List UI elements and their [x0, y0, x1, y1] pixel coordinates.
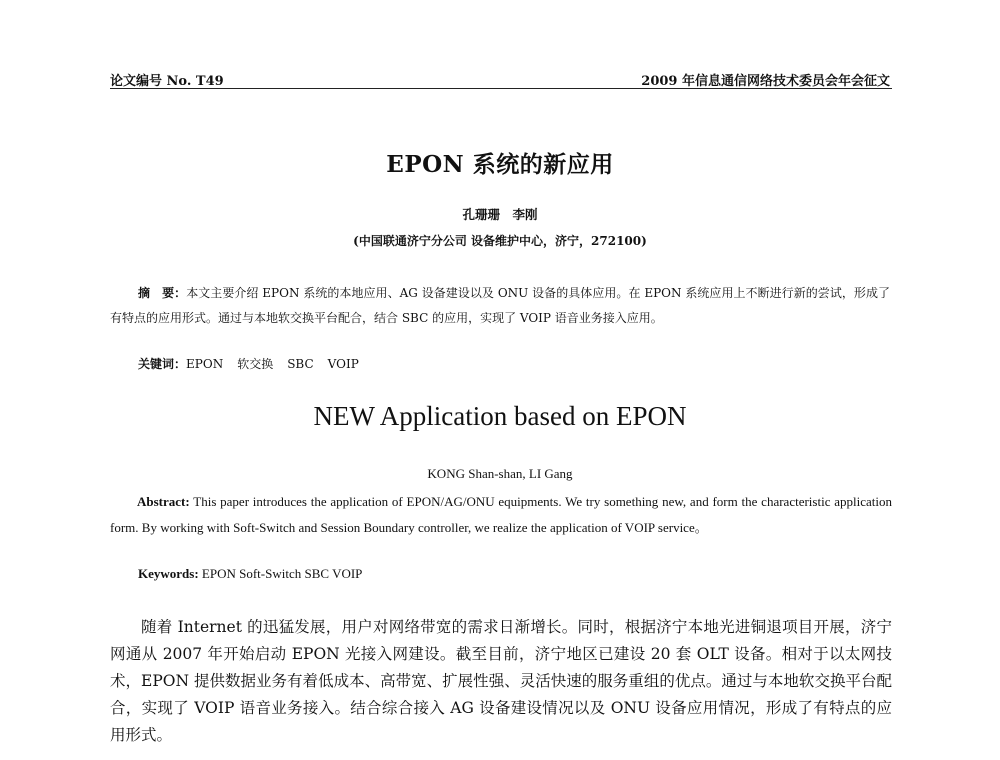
abstract-english-label: Abstract: — [137, 494, 190, 509]
abstract-chinese-text: 本文主要介绍 EPON 系统的本地应用、AG 设备建设以及 ONU 设备的具体应用。在 EPON 系统应用上不断进行新的尝试，形成了有特点的应用形式。通过与本地软交换平台配合，结合 SBC 的应用，实现了 VOIP 语音业务接入应用。 — [110, 286, 890, 325]
keywords-chinese-label: 关键词： — [138, 357, 187, 371]
page-header — [110, 68, 890, 90]
affiliation-chinese: (中国联通济宁分公司 设备维护中心，济宁，272100) — [353, 234, 647, 248]
title-chinese: EPON 系统的新应用 — [386, 151, 614, 178]
keyword: SBC — [287, 357, 314, 371]
keyword: EPON — [186, 357, 224, 371]
keywords-chinese — [138, 355, 373, 372]
abstract-chinese — [110, 281, 890, 331]
keywords-english-label: Keywords: — [138, 566, 199, 581]
body-text — [110, 614, 892, 749]
authors-chinese: 孔珊珊 李刚 — [462, 207, 538, 222]
header-rule — [110, 88, 892, 89]
keyword: 软交换 — [237, 357, 274, 371]
authors-english: KONG Shan-shan, LI Gang — [427, 466, 573, 481]
abstract-chinese-label: 摘 要： — [138, 286, 187, 300]
title-english: NEW Application based on EPON — [313, 401, 687, 431]
abstract-english — [110, 489, 892, 540]
body-paragraph: 随着 Internet 的迅猛发展，用户对网络带宽的需求日渐增长。同时，根据济宁本地光进铜退项目开展，济宁网通从 2007 年开始启动 EPON 光接入网建设。截至目前，济宁地区已建设 20 套 OLT 设备。相对于以太网技术，EPON 提供数据业务有着低成本、高带宽、扩展性强、灵活快速的服务重组的优点。通过与本地软交换平台配合，实现了 VOIP 语音业务接入。结合综合接入 AG 设备建设情况以及 ONU 设备应用情况，形成了有特点的应用形式。 — [110, 618, 892, 744]
keywords-english-text: EPON Soft-Switch SBC VOIP — [198, 566, 363, 581]
abstract-english-text: This paper introduces the application of EPON/AG/ONU equipments. We try something new, and form the characteristic application form. By working with Soft-Switch and Session Boundary controller, we realize the application of VOIP service。 — [110, 494, 892, 535]
keyword: VOIP — [327, 357, 359, 371]
paper-number: 论文编号 No. T49 — [110, 74, 224, 89]
conference-name: 2009 年信息通信网络技术委员会年会征文 — [641, 74, 890, 89]
keywords-english — [138, 566, 362, 582]
